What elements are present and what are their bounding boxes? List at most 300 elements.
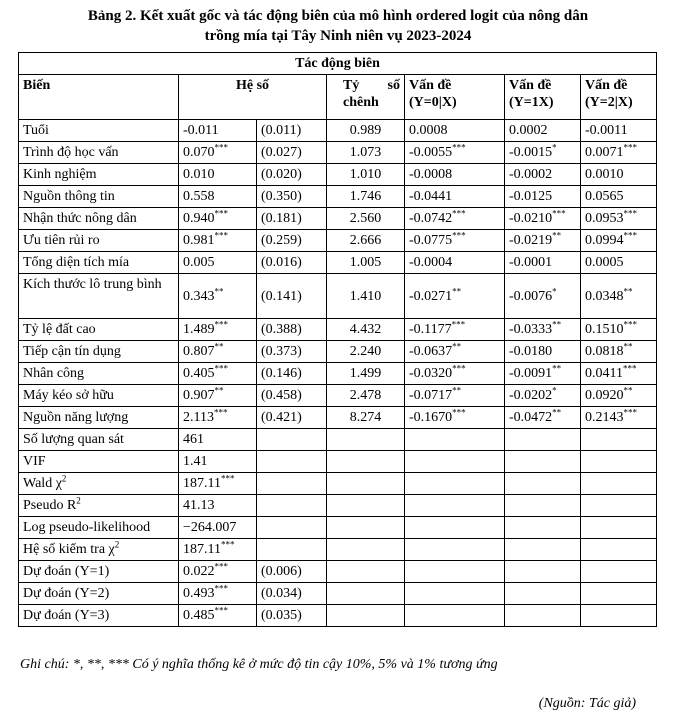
coefficient-cell <box>179 319 257 341</box>
odds-ratio-cell <box>327 319 405 341</box>
std-error-cell <box>257 363 327 385</box>
empty-cell <box>505 473 581 495</box>
marginal-effect-y0-cell-value: -0.0271 <box>409 288 453 304</box>
stat-value-cell-value: 187.11 <box>183 476 221 491</box>
std-error-cell-value: (0.421) <box>261 410 302 425</box>
prediction-row <box>19 605 657 627</box>
variable-name: Tổng diện tích mía <box>19 252 179 274</box>
odds-ratio-cell-value: 1.073 <box>349 145 382 160</box>
significance-mark: *** <box>623 208 637 219</box>
table-row <box>19 385 657 407</box>
significance-mark: *** <box>214 319 228 330</box>
significance-mark: ** <box>214 285 224 296</box>
std-error-cell <box>257 407 327 429</box>
marginal-effect-y2-cell-value: 0.0010 <box>585 167 624 182</box>
marginal-effect-y0-cell <box>405 120 505 142</box>
stat-value-cell <box>179 473 257 495</box>
odds-ratio-cell-value: 1.499 <box>349 366 382 381</box>
marginal-effect-y1-cell-value: -0.0472 <box>509 410 553 425</box>
coefficient-cell-value: 1.489 <box>183 322 215 337</box>
std-error-cell <box>257 208 327 230</box>
std-error-cell <box>257 164 327 186</box>
stat-value-cell-value: 187.11 <box>183 542 221 557</box>
empty-cell <box>405 451 505 473</box>
empty-cell <box>581 583 657 605</box>
marginal-effect-y2-cell-value: 0.0071 <box>585 145 624 160</box>
significance-mark: *** <box>214 208 228 219</box>
prediction-se-cell <box>257 605 327 627</box>
empty-cell <box>505 429 581 451</box>
table-row <box>19 274 657 319</box>
header-vd2 <box>581 75 657 120</box>
marginal-effect-y1-cell <box>505 164 581 186</box>
empty-cell <box>327 605 405 627</box>
significance-mark: *** <box>552 208 566 219</box>
header-row <box>19 75 657 120</box>
marginal-effect-y2-cell <box>581 274 657 319</box>
header-group-row <box>19 53 657 75</box>
odds-ratio-cell-value: 2.666 <box>349 233 382 248</box>
marginal-effect-y1-cell-value: -0.0333 <box>509 322 553 337</box>
marginal-effect-y2-cell <box>581 142 657 164</box>
prediction-se-cell-value: (0.034) <box>261 586 302 601</box>
marginal-effect-y1-cell-value: -0.0091 <box>509 366 553 381</box>
prediction-value-cell-value: 0.493 <box>183 586 215 601</box>
header-vd2-line2: (Y=2|X) <box>585 95 633 110</box>
marginal-effect-y2-cell-value: 0.0348 <box>585 288 624 304</box>
significance-mark: *** <box>452 208 466 219</box>
stat-name-text: VIF <box>23 454 46 469</box>
significance-mark: ** <box>452 285 462 296</box>
significance-mark: *** <box>214 583 228 594</box>
prediction-name: Dự đoán (Y=1) <box>19 561 179 583</box>
marginal-effect-y1-cell <box>505 142 581 164</box>
marginal-effect-y1-cell-value: 0.0002 <box>509 123 548 138</box>
significance-mark: *** <box>451 319 466 330</box>
empty-cell <box>327 495 405 517</box>
marginal-effect-y0-cell-value: -0.0004 <box>409 255 453 270</box>
prediction-row <box>19 583 657 605</box>
empty-cell <box>405 561 505 583</box>
std-error-cell <box>257 186 327 208</box>
header-vd2-line1: Vấn đề <box>585 78 628 93</box>
stat-value-cell <box>179 429 257 451</box>
coefficient-cell <box>179 274 257 319</box>
marginal-effect-y2-cell-value: 0.0411 <box>585 366 623 381</box>
empty-cell <box>327 583 405 605</box>
prediction-value-cell <box>179 605 257 627</box>
odds-ratio-cell-value: 0.989 <box>349 123 382 138</box>
prediction-se-cell <box>257 561 327 583</box>
marginal-effect-y1-cell-value: -0.0219 <box>509 233 553 248</box>
table-row <box>19 341 657 363</box>
empty-cell <box>405 605 505 627</box>
marginal-effect-y1-cell <box>505 186 581 208</box>
prediction-se-cell <box>257 583 327 605</box>
marginal-effect-y1-cell <box>505 208 581 230</box>
std-error-cell <box>257 341 327 363</box>
marginal-effect-y0-cell <box>405 252 505 274</box>
variable-name: Tiếp cận tín dụng <box>19 341 179 363</box>
empty-cell <box>327 517 405 539</box>
marginal-effect-y0-cell-value: -0.0637 <box>409 344 453 359</box>
coefficient-cell-value: 0.010 <box>183 167 215 182</box>
coefficient-cell <box>179 252 257 274</box>
significance-mark: *** <box>214 605 228 616</box>
significance-mark: *** <box>452 363 466 374</box>
empty-cell <box>581 605 657 627</box>
empty-cell <box>505 517 581 539</box>
empty-cell <box>405 473 505 495</box>
odds-ratio-cell <box>327 252 405 274</box>
odds-ratio-cell <box>327 385 405 407</box>
variable-name: Nhận thức nông dân <box>19 208 179 230</box>
marginal-effect-y0-cell <box>405 407 505 429</box>
coefficient-cell-value: 0.343 <box>183 288 215 304</box>
stat-row <box>19 473 657 495</box>
empty-cell <box>327 473 405 495</box>
marginal-effect-y1-cell-value: -0.0210 <box>509 211 553 226</box>
coefficient-cell-value: 0.405 <box>183 366 215 381</box>
empty-cell <box>405 517 505 539</box>
marginal-effect-y0-cell-value: -0.0717 <box>409 388 453 403</box>
stat-row <box>19 539 657 561</box>
caption-line-2: trồng mía tại Tây Ninh niên vụ 2023-2024 <box>204 28 472 44</box>
empty-cell <box>505 539 581 561</box>
significance-mark: *** <box>623 230 637 241</box>
odds-ratio-cell <box>327 142 405 164</box>
table-row <box>19 164 657 186</box>
marginal-effect-y2-cell-value: 0.0818 <box>585 344 624 359</box>
significance-mark: *** <box>623 407 637 418</box>
odds-ratio-cell-value: 1.746 <box>349 189 382 204</box>
std-error-cell <box>257 120 327 142</box>
stat-name-text: Số lượng quan sát <box>23 432 124 447</box>
stat-value-cell <box>179 495 257 517</box>
std-error-cell-value: (0.350) <box>261 189 302 204</box>
stat-value-cell <box>179 517 257 539</box>
marginal-effect-y1-cell <box>505 385 581 407</box>
significance-mark: ** <box>552 319 562 330</box>
std-error-cell-value: (0.027) <box>261 145 302 160</box>
variable-name: Ưu tiên rủi ro <box>19 230 179 252</box>
empty-cell <box>505 561 581 583</box>
marginal-effect-y1-cell-value: -0.0202 <box>509 388 553 403</box>
table-row <box>19 252 657 274</box>
marginal-effect-y2-cell <box>581 164 657 186</box>
empty-cell <box>581 451 657 473</box>
marginal-effect-y2-cell-value: 0.2143 <box>585 410 624 425</box>
table-note: Ghi chú: *, **, *** Có ý nghĩa thống kê ở mức độ tin cậy 10%, 5% và 1% tương ứng <box>20 657 498 672</box>
results-table <box>18 52 657 627</box>
odds-ratio-cell-value: 4.432 <box>349 322 382 337</box>
marginal-effect-y2-cell-value: 0.1510 <box>585 322 624 337</box>
empty-cell <box>581 539 657 561</box>
coefficient-cell-value: 2.113 <box>183 410 214 425</box>
empty-cell <box>581 473 657 495</box>
stat-name <box>19 473 179 495</box>
stat-row <box>19 495 657 517</box>
header-bien: Biến <box>19 75 179 120</box>
marginal-effect-y1-cell <box>505 252 581 274</box>
marginal-effect-y0-cell-value: -0.0320 <box>409 366 453 381</box>
marginal-effect-y2-cell-value: -0.0011 <box>585 123 628 138</box>
marginal-effect-y1-cell-value: -0.0076 <box>509 288 553 304</box>
header-vd1-line2: (Y=1X) <box>509 95 554 110</box>
marginal-effect-y0-cell <box>405 164 505 186</box>
marginal-effect-y0-cell <box>405 186 505 208</box>
empty-cell <box>581 561 657 583</box>
empty-cell <box>327 451 405 473</box>
stat-name <box>19 495 179 517</box>
significance-mark: *** <box>214 142 228 153</box>
empty-cell <box>327 561 405 583</box>
table-source: (Nguồn: Tác giả) <box>538 696 636 711</box>
odds-ratio-cell <box>327 274 405 319</box>
marginal-effect-y1-cell-value: -0.0125 <box>509 189 553 204</box>
coefficient-cell-value: -0.011 <box>183 123 219 138</box>
marginal-effect-y0-cell-value: -0.0742 <box>409 211 453 226</box>
marginal-effect-y1-cell <box>505 407 581 429</box>
std-error-cell <box>257 230 327 252</box>
marginal-effect-y2-cell-value: 0.0953 <box>585 211 624 226</box>
marginal-effect-y2-cell <box>581 407 657 429</box>
std-error-cell-value: (0.011) <box>261 123 302 138</box>
marginal-effect-y0-cell <box>405 363 505 385</box>
header-ty-so-word1: Tỷ <box>343 78 360 93</box>
significance-mark: * <box>552 142 557 153</box>
table-row <box>19 142 657 164</box>
coefficient-cell <box>179 385 257 407</box>
coefficient-cell-value: 0.005 <box>183 255 215 270</box>
significance-mark: *** <box>452 142 466 153</box>
marginal-effect-y1-cell <box>505 341 581 363</box>
stat-name-text: Hệ số kiểm tra χ <box>23 542 115 557</box>
significance-mark: *** <box>214 561 228 572</box>
empty-cell <box>405 429 505 451</box>
stat-name-text: Pseudo R <box>23 498 77 513</box>
stat-name <box>19 539 179 561</box>
std-error-cell-value: (0.458) <box>261 388 302 403</box>
marginal-effect-y0-cell <box>405 319 505 341</box>
marginal-effect-y2-cell-value: 0.0920 <box>585 388 624 403</box>
significance-mark: ** <box>552 363 562 374</box>
significance-mark: *** <box>220 473 235 484</box>
prediction-value-cell-value: 0.022 <box>183 564 215 579</box>
significance-mark: *** <box>452 230 466 241</box>
coefficient-cell-value: 0.558 <box>183 189 215 204</box>
odds-ratio-cell-value: 1.410 <box>349 288 382 304</box>
marginal-effect-y0-cell <box>405 142 505 164</box>
marginal-effect-y2-cell <box>581 252 657 274</box>
coefficient-cell <box>179 407 257 429</box>
odds-ratio-cell-value: 1.005 <box>349 255 382 270</box>
empty-cell <box>405 539 505 561</box>
header-vd1-line1: Vấn đề <box>509 78 552 93</box>
marginal-effect-y1-cell-value: -0.0001 <box>509 255 553 270</box>
marginal-effect-y0-cell-value: -0.0441 <box>409 189 453 204</box>
stat-name <box>19 429 179 451</box>
prediction-se-cell-value: (0.006) <box>261 564 302 579</box>
significance-mark: ** <box>623 341 633 352</box>
prediction-name: Dự đoán (Y=3) <box>19 605 179 627</box>
superscript: 2 <box>61 473 67 484</box>
coefficient-cell-value: 0.981 <box>183 233 215 248</box>
table-caption <box>0 6 676 46</box>
table-row <box>19 407 657 429</box>
odds-ratio-cell <box>327 363 405 385</box>
marginal-effect-y0-cell <box>405 208 505 230</box>
prediction-se-cell-value: (0.035) <box>261 608 302 623</box>
stat-value-cell-value: −264.007 <box>183 520 237 535</box>
marginal-effect-y2-cell-value: 0.0005 <box>585 255 624 270</box>
std-error-cell-value: (0.020) <box>261 167 302 182</box>
empty-cell <box>581 517 657 539</box>
empty-cell <box>257 539 327 561</box>
stat-name-text: Log pseudo-likelihood <box>23 520 151 535</box>
marginal-effect-y1-cell <box>505 230 581 252</box>
stat-row <box>19 451 657 473</box>
header-ty-so <box>327 75 405 120</box>
header-vd1 <box>505 75 581 120</box>
marginal-effect-y0-cell-value: -0.0055 <box>409 145 453 160</box>
marginal-effect-y0-cell-value: 0.0008 <box>409 123 448 138</box>
empty-cell <box>257 495 327 517</box>
marginal-effect-y2-cell <box>581 208 657 230</box>
marginal-effect-y1-cell <box>505 274 581 319</box>
odds-ratio-cell <box>327 120 405 142</box>
marginal-effect-y2-cell <box>581 230 657 252</box>
empty-cell <box>327 539 405 561</box>
variable-name: Kinh nghiệm <box>19 164 179 186</box>
stat-value-cell-value: 461 <box>183 432 204 447</box>
marginal-effect-y0-cell <box>405 274 505 319</box>
coefficient-cell <box>179 363 257 385</box>
significance-mark: ** <box>452 385 462 396</box>
prediction-row <box>19 561 657 583</box>
std-error-cell <box>257 274 327 319</box>
table-row <box>19 120 657 142</box>
significance-mark: *** <box>214 230 228 241</box>
coefficient-cell <box>179 186 257 208</box>
caption-line-1: Bảng 2. Kết xuất gốc và tác động biên của mô hình ordered logit của nông dân <box>87 8 589 24</box>
header-vd0-line1: Vấn đề <box>409 78 452 93</box>
significance-mark: *** <box>452 407 466 418</box>
significance-mark: *** <box>214 363 228 374</box>
empty-cell <box>405 495 505 517</box>
header-ty-so-word2: số <box>387 78 400 93</box>
stat-name <box>19 517 179 539</box>
prediction-value-cell <box>179 561 257 583</box>
variable-name: Trình độ học vấn <box>19 142 179 164</box>
significance-mark: *** <box>213 407 228 418</box>
header-ty-so-word3: chênh <box>343 95 379 110</box>
empty-cell <box>505 583 581 605</box>
empty-cell <box>257 451 327 473</box>
empty-cell <box>257 473 327 495</box>
header-vd0 <box>405 75 505 120</box>
variable-name: Tỷ lệ đất cao <box>19 319 179 341</box>
variable-name: Tuổi <box>19 120 179 142</box>
std-error-cell-value: (0.181) <box>261 211 302 226</box>
empty-cell <box>505 451 581 473</box>
marginal-effect-y2-cell <box>581 363 657 385</box>
variable-name: Nhân công <box>19 363 179 385</box>
stat-value-cell-value: 41.13 <box>183 498 215 513</box>
coefficient-cell <box>179 120 257 142</box>
marginal-effect-y1-cell-value: -0.0180 <box>509 344 553 359</box>
empty-cell <box>505 605 581 627</box>
stat-row <box>19 429 657 451</box>
marginal-effect-y0-cell-value: -0.1177 <box>409 322 452 337</box>
std-error-cell <box>257 319 327 341</box>
marginal-effect-y1-cell <box>505 363 581 385</box>
significance-mark: *** <box>622 363 637 374</box>
table-row <box>19 208 657 230</box>
odds-ratio-cell-value: 1.010 <box>349 167 382 182</box>
odds-ratio-cell-value: 8.274 <box>349 410 382 425</box>
variable-name: Nguồn thông tin <box>19 186 179 208</box>
coefficient-cell <box>179 341 257 363</box>
coefficient-cell <box>179 142 257 164</box>
empty-cell <box>257 429 327 451</box>
empty-cell <box>257 517 327 539</box>
stat-name <box>19 451 179 473</box>
coefficient-cell-value: 0.807 <box>183 344 215 359</box>
significance-mark: ** <box>552 230 562 241</box>
table-row <box>19 186 657 208</box>
odds-ratio-cell-value: 2.560 <box>349 211 382 226</box>
marginal-effect-y0-cell-value: -0.0008 <box>409 167 453 182</box>
table-row <box>19 230 657 252</box>
empty-cell <box>581 495 657 517</box>
significance-mark: ** <box>452 341 462 352</box>
std-error-cell <box>257 142 327 164</box>
odds-ratio-cell <box>327 186 405 208</box>
stat-name-text: Wald χ <box>23 476 62 491</box>
significance-mark: *** <box>220 539 235 550</box>
header-he-so: Hệ số <box>179 75 327 120</box>
marginal-effect-y2-cell <box>581 341 657 363</box>
empty-cell <box>327 429 405 451</box>
odds-ratio-cell <box>327 230 405 252</box>
marginal-effect-y1-cell-value: -0.0002 <box>509 167 553 182</box>
odds-ratio-cell <box>327 407 405 429</box>
significance-mark: *** <box>623 142 637 153</box>
significance-mark: ** <box>214 385 224 396</box>
significance-mark: ** <box>552 407 562 418</box>
odds-ratio-cell-value: 2.240 <box>349 344 382 359</box>
odds-ratio-cell <box>327 208 405 230</box>
variable-name: Kích thước lô trung bình <box>19 274 179 319</box>
odds-ratio-cell <box>327 164 405 186</box>
marginal-effect-y0-cell <box>405 341 505 363</box>
marginal-effect-y0-cell-value: -0.0775 <box>409 233 453 248</box>
odds-ratio-cell-value: 2.478 <box>349 388 382 403</box>
empty-cell <box>505 495 581 517</box>
std-error-cell <box>257 252 327 274</box>
marginal-effect-y1-cell <box>505 319 581 341</box>
coefficient-cell-value: 0.940 <box>183 211 215 226</box>
superscript: 2 <box>76 495 81 506</box>
significance-mark: * <box>552 385 557 396</box>
marginal-effect-y1-cell <box>505 120 581 142</box>
stat-value-cell <box>179 539 257 561</box>
significance-mark: ** <box>623 285 633 296</box>
odds-ratio-cell <box>327 341 405 363</box>
std-error-cell-value: (0.016) <box>261 255 302 270</box>
marginal-effect-y1-cell-value: -0.0015 <box>509 145 553 160</box>
